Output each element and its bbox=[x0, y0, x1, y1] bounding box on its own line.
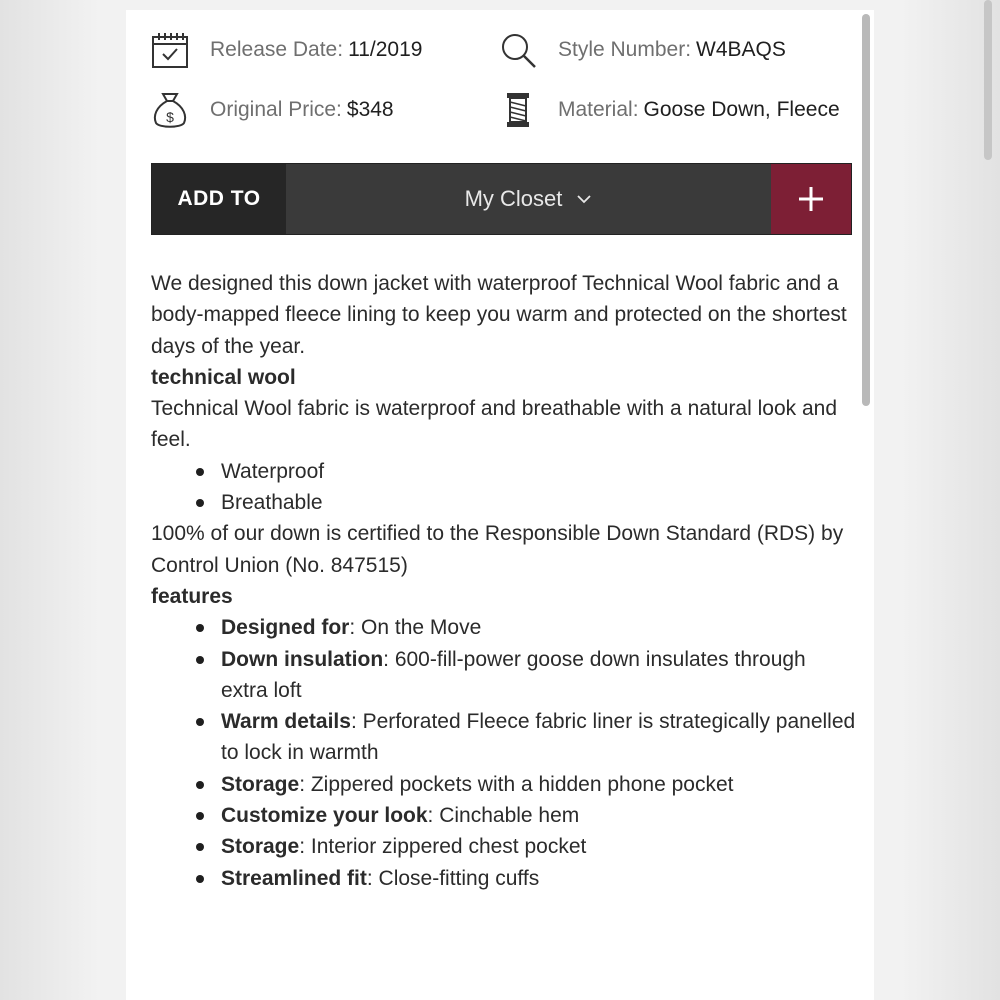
list-item bbox=[151, 612, 856, 643]
release-date-value: 11/2019 bbox=[348, 38, 423, 61]
list-item bbox=[151, 863, 856, 894]
features-list bbox=[151, 612, 856, 894]
release-date-label: Release Date: bbox=[210, 38, 344, 61]
money-bag-icon bbox=[150, 90, 190, 130]
description-text: We designed this down jacket with waterproof Technical Wool fabric and a body-mapped fleece lining to keep you warm and protected on the shortest days of the year. bbox=[151, 272, 847, 358]
feature-text: : Zippered pockets with a hidden phone pocket bbox=[299, 772, 734, 796]
feature-text: : Perforated Fleece fabric liner is strategically panelled to lock in warmth bbox=[221, 710, 856, 765]
closet-dropdown[interactable] bbox=[286, 164, 771, 234]
technical-wool-list bbox=[151, 456, 856, 519]
feature-text: : On the Move bbox=[349, 616, 482, 640]
chevron-down-icon bbox=[576, 194, 592, 204]
style-number-value: W4BAQS bbox=[696, 38, 786, 61]
add-to-closet-bar bbox=[151, 163, 852, 235]
add-to-label: ADD TO bbox=[152, 164, 286, 234]
window-scrollbar[interactable] bbox=[984, 0, 992, 160]
plus-icon bbox=[796, 184, 826, 214]
feature-title: Streamlined fit bbox=[221, 866, 367, 890]
technical-wool-heading: technical wool bbox=[151, 365, 296, 389]
product-description bbox=[151, 268, 856, 894]
feature-text: : Close-fitting cuffs bbox=[366, 866, 540, 890]
closet-dropdown-label: My Closet bbox=[464, 186, 563, 211]
thread-spool-icon bbox=[498, 90, 538, 130]
list-item bbox=[151, 644, 856, 707]
search-icon bbox=[498, 30, 538, 70]
material-value: Goose Down, Fleece bbox=[643, 98, 840, 121]
feature-text: : Interior zippered chest pocket bbox=[299, 835, 587, 859]
feature-title: Warm details bbox=[221, 710, 351, 734]
svg-text:$: $ bbox=[166, 109, 174, 125]
original-price-value: $348 bbox=[346, 98, 394, 121]
feature-title: Customize your look bbox=[221, 804, 428, 828]
list-item: Waterproof bbox=[151, 456, 856, 487]
feature-title: Down insulation bbox=[221, 647, 384, 671]
list-item bbox=[151, 706, 856, 769]
feature-title: Storage bbox=[221, 772, 300, 796]
technical-wool-text: Technical Wool fabric is waterproof and breathable with a natural look and feel. bbox=[151, 397, 838, 452]
list-item: Breathable bbox=[151, 487, 856, 518]
list-item bbox=[151, 769, 856, 800]
calendar-icon bbox=[150, 30, 190, 70]
style-number-row bbox=[498, 30, 786, 70]
feature-title: Storage bbox=[221, 835, 300, 859]
release-date-row bbox=[150, 30, 422, 70]
original-price-label: Original Price: bbox=[210, 98, 342, 121]
feature-text: : 600-fill-power goose down insulates through extra loft bbox=[221, 647, 806, 702]
list-item bbox=[151, 831, 856, 862]
material-label: Material: bbox=[558, 98, 639, 121]
material-row bbox=[498, 90, 840, 130]
list-item bbox=[151, 800, 856, 831]
add-to-closet-button[interactable] bbox=[771, 164, 851, 234]
panel-scrollbar[interactable] bbox=[862, 14, 870, 406]
feature-title: Designed for bbox=[221, 616, 350, 640]
rds-footnote: 100% of our down is certified to the Responsible Down Standard (RDS) by Control Union (No. 847515) bbox=[151, 522, 844, 577]
original-price-row bbox=[150, 90, 394, 130]
style-number-label: Style Number: bbox=[558, 38, 692, 61]
feature-text: : Cinchable hem bbox=[427, 804, 580, 828]
features-heading: features bbox=[151, 584, 233, 608]
